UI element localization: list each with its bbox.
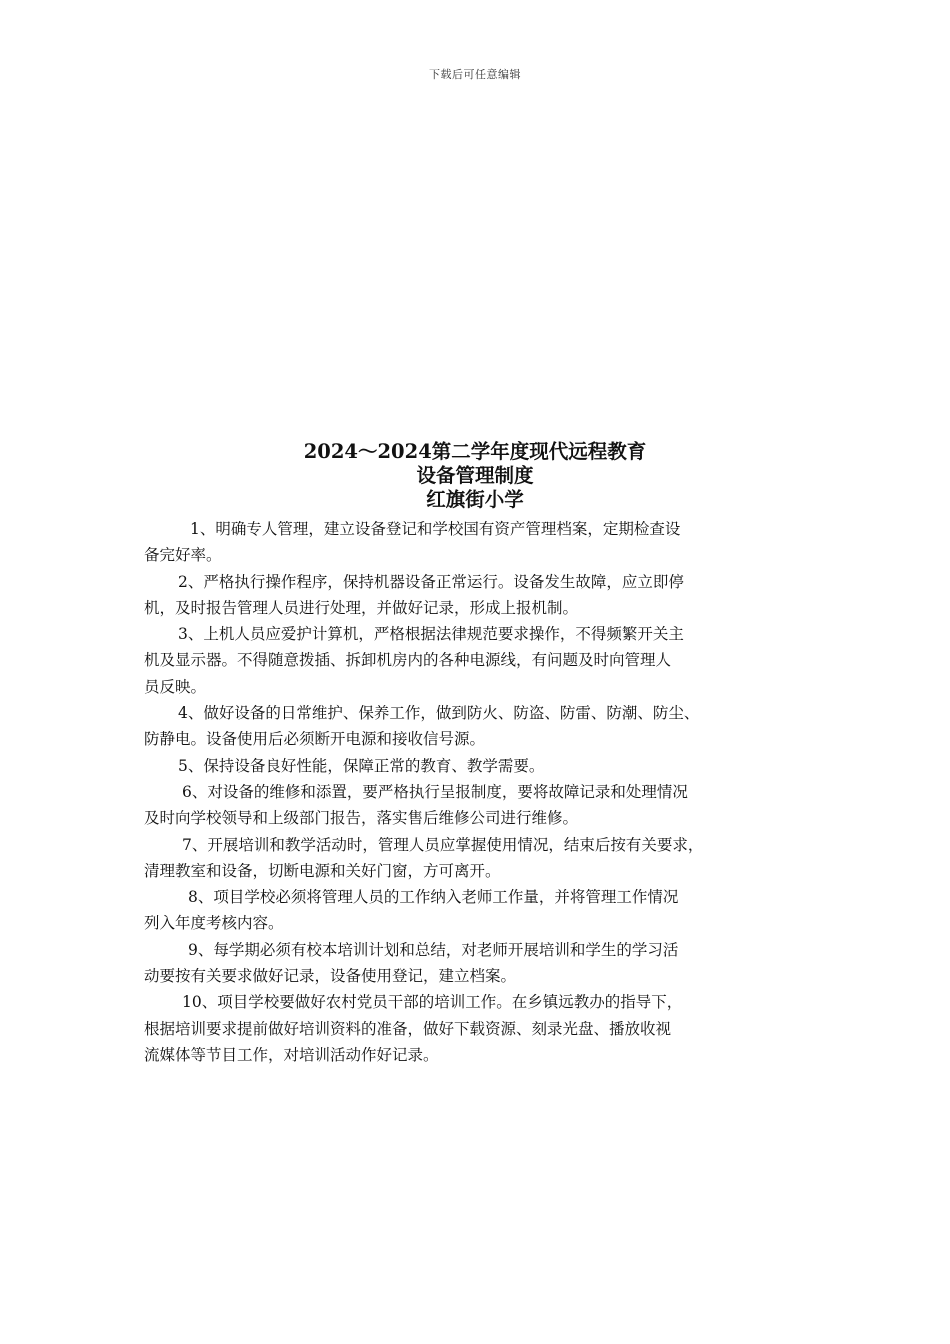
regulation-body (144, 516, 834, 1068)
regulation-line: 机，及时报告管理人员进行处理，并做好记录，形成上报机制。 (144, 598, 579, 617)
regulation-line: 5、保持设备良好性能，保障正常的教育、教学需要。 (178, 756, 545, 775)
regulation-line: 4、做好设备的日常维护、保养工作，做到防火、防盗、防雷、防潮、防尘、 (178, 704, 700, 723)
regulation-line: 2、严格执行操作程序，保持机器设备正常运行。设备发生故障，应立即停 (178, 572, 684, 591)
regulation-line: 6、对设备的维修和添置，要严格执行呈报制度，要将故障记录和处理情况 (182, 782, 688, 801)
regulation-item-8 (144, 884, 834, 937)
regulation-item-1 (144, 516, 834, 569)
regulation-item-4 (144, 700, 834, 753)
regulation-line: 动要按有关要求做好记录，设备使用登记，建立档案。 (144, 967, 517, 986)
regulation-item-3 (144, 621, 834, 700)
regulation-line: 9、每学期必须有校本培训计划和总结，对老师开展培训和学生的学习活 (188, 940, 679, 959)
regulation-line: 机及显示器。不得随意拨插、拆卸机房内的各种电源线，有问题及时向管理人 (144, 651, 672, 670)
regulation-line: 列入年度考核内容。 (144, 914, 284, 933)
regulation-line: 10、项目学校要做好农村党员干部的培训工作。在乡镇远教办的指导下， (182, 993, 683, 1012)
regulation-line: 防静电。设备使用后必须断开电源和接收信号源。 (144, 730, 486, 749)
regulation-line: 备完好率。 (144, 546, 222, 565)
regulation-line: 3、上机人员应爱护计算机，严格根据法律规范要求操作，不得频繁开关主 (178, 625, 684, 644)
regulation-line: 流媒体等节目工作，对培训活动作好记录。 (144, 1045, 439, 1064)
regulation-line: 及时向学校领导和上级部门报告，落实售后维修公司进行维修。 (144, 809, 579, 828)
regulation-line: 根据培训要求提前做好培训资料的准备，做好下载资源、刻录光盘、播放收视 (144, 1019, 672, 1038)
regulation-item-5 (144, 753, 834, 779)
regulation-line: 7、开展培训和教学活动时，管理人员应掌握使用情况，结束后按有关要求， (182, 835, 704, 854)
regulation-line: 1、明确专人管理，建立设备登记和学校国有资产管理档案，定期检查设 (190, 520, 681, 538)
document-title-block (0, 440, 950, 512)
page-header-note: 下载后可任意编辑 (429, 68, 521, 81)
regulation-item-10 (144, 989, 834, 1068)
regulation-item-9 (144, 937, 834, 990)
school-name: 红旗街小学 (426, 488, 524, 511)
regulation-item-7 (144, 832, 834, 885)
regulation-line: 清理教室和设备，切断电源和关好门窗，方可离开。 (144, 861, 501, 880)
document-subtitle: 设备管理制度 (416, 464, 534, 487)
document-title: 2024～2024第二学年度现代远程教育 (303, 440, 647, 463)
regulation-line: 8、项目学校必须将管理人员的工作纳入老师工作量，并将管理工作情况 (188, 888, 679, 907)
regulation-item-6 (144, 779, 834, 832)
regulation-item-2 (144, 569, 834, 622)
regulation-line: 员反映。 (144, 677, 207, 696)
